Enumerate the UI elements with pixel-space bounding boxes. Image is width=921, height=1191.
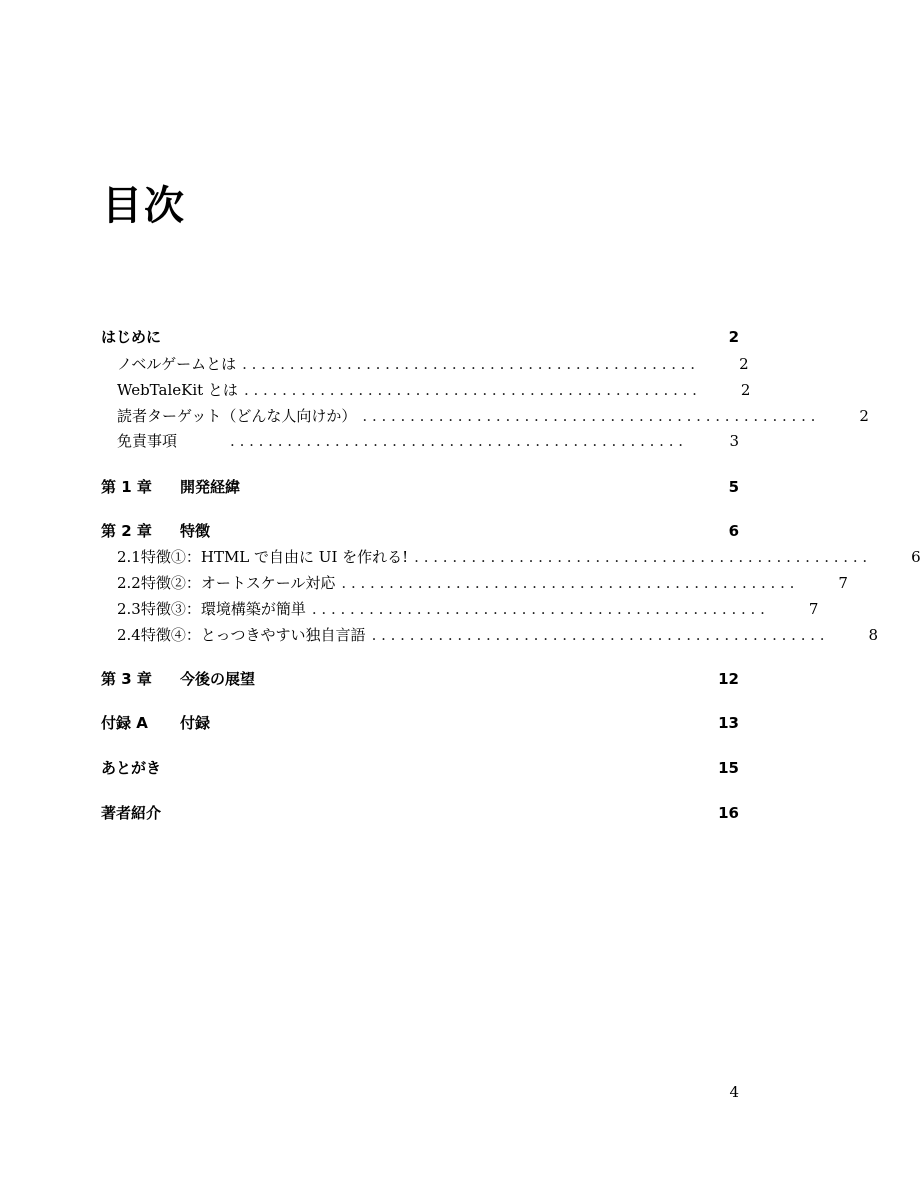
toc-entry-title: 特徴②：オートスケール対応: [140, 574, 336, 592]
toc-entry-section-2-3[interactable]: [117, 598, 819, 619]
toc-entry-number: 2.1: [117, 548, 141, 566]
toc-entry-page: 7: [808, 600, 819, 618]
dot-leader: . . . . . . . . . . . . . . . . . . . . . . . . . . . . . . . . . . . . . . . . . . . . . . . .: [362, 407, 816, 425]
dot-leader: . . . . . . . . . . . . . . . . . . . . . . . . . . . . . . . . . . . . . . . . . . . . . . . .: [311, 600, 765, 618]
dot-leader: . . . . . . . . . . . . . . . . . . . . . . . . . . . . . . . . . . . . . . . . . . . . . . . .: [371, 626, 825, 644]
toc-entry-page: 2: [740, 381, 751, 399]
toc-entry-number: 第 2 章: [101, 522, 152, 540]
toc-entry-page: 13: [718, 714, 739, 732]
toc-entry-page: 6: [728, 522, 739, 540]
toc-entry-number: 2.3: [117, 600, 141, 618]
toc-heading: 目次: [102, 183, 186, 229]
toc-entry-page: 3: [729, 432, 739, 450]
toc-entry-page: 8: [868, 626, 879, 644]
toc-entry-title: 著者紹介: [101, 804, 162, 822]
toc-entry-afterword[interactable]: [101, 757, 739, 778]
dot-leader: . . . . . . . . . . . . . . . . . . . . . . . . . . . . . . . . . . . . . . . . . . . . . . . .: [230, 432, 683, 450]
toc-entry-what-is-webtalekit[interactable]: [117, 379, 751, 400]
toc-entry-title: 免責事項: [117, 432, 178, 450]
toc-entry-introduction[interactable]: [101, 326, 739, 347]
toc-entry-title: あとがき: [101, 759, 162, 777]
toc-entry-title: ノベルゲームとは: [117, 355, 237, 373]
toc-entry-title: 開発経緯: [180, 478, 241, 496]
toc-entry-section-2-2[interactable]: [117, 572, 848, 593]
toc-entry-author-profile[interactable]: [101, 802, 739, 823]
toc-entry-number: 第 3 章: [101, 670, 152, 688]
toc-entry-chapter-1[interactable]: [101, 476, 739, 497]
toc-entry-number: 2.2: [117, 574, 141, 592]
toc-entry-title: 特徴: [180, 522, 211, 540]
toc-entry-section-2-1[interactable]: [117, 546, 921, 567]
toc-entry-page: 16: [718, 804, 739, 822]
toc-entry-appendix-a[interactable]: [101, 712, 739, 733]
toc-entry-page: 2: [739, 355, 749, 373]
toc-entry-page: 2: [728, 328, 739, 346]
toc-entry-page: 6: [911, 548, 921, 566]
toc-entry-number: 第 1 章: [101, 478, 152, 496]
toc-entry-chapter-3[interactable]: [101, 668, 739, 689]
toc-entry-title: 特徴④：とっつきやすい独自言語: [140, 626, 366, 644]
toc-entry-page: 15: [718, 759, 739, 777]
toc-entry-number: 2.4: [117, 626, 141, 644]
dot-leader: . . . . . . . . . . . . . . . . . . . . . . . . . . . . . . . . . . . . . . . . . . . . . . . .: [414, 548, 868, 566]
toc-entry-title: 今後の展望: [180, 670, 256, 688]
toc-entry-what-is-novel-game[interactable]: [117, 353, 749, 374]
toc-entry-page: 2: [859, 407, 869, 425]
toc-entry-title: 特徴③：環境構築が簡単: [140, 600, 306, 618]
toc-entry-page: 7: [838, 574, 848, 592]
dot-leader: . . . . . . . . . . . . . . . . . . . . . . . . . . . . . . . . . . . . . . . . . . . . . . . .: [242, 355, 696, 373]
toc-entry-page: 12: [718, 670, 739, 688]
toc-entry-disclaimer[interactable]: [117, 430, 739, 451]
toc-entry-title: 特徴①：HTML で自由に UI を作れる!: [140, 548, 409, 566]
dot-leader: . . . . . . . . . . . . . . . . . . . . . . . . . . . . . . . . . . . . . . . . . . . . . . . .: [243, 381, 697, 399]
toc-entry-title: WebTaleKit とは: [117, 381, 238, 399]
page-number: 4: [729, 1083, 739, 1101]
toc-entry-number: 付録 A: [101, 714, 148, 732]
toc-entry-page: 5: [728, 478, 739, 496]
dot-leader: . . . . . . . . . . . . . . . . . . . . . . . . . . . . . . . . . . . . . . . . . . . . . . . .: [341, 574, 795, 592]
toc-entry-title: はじめに: [101, 328, 162, 346]
toc-entry-section-2-4[interactable]: [117, 624, 879, 645]
toc-entry-title: 読者ターゲット（どんな人向けか）: [117, 407, 357, 425]
toc-entry-title: 付録: [180, 714, 211, 732]
toc-entry-target-readers[interactable]: [117, 405, 869, 426]
toc-entry-chapter-2[interactable]: [101, 520, 739, 541]
